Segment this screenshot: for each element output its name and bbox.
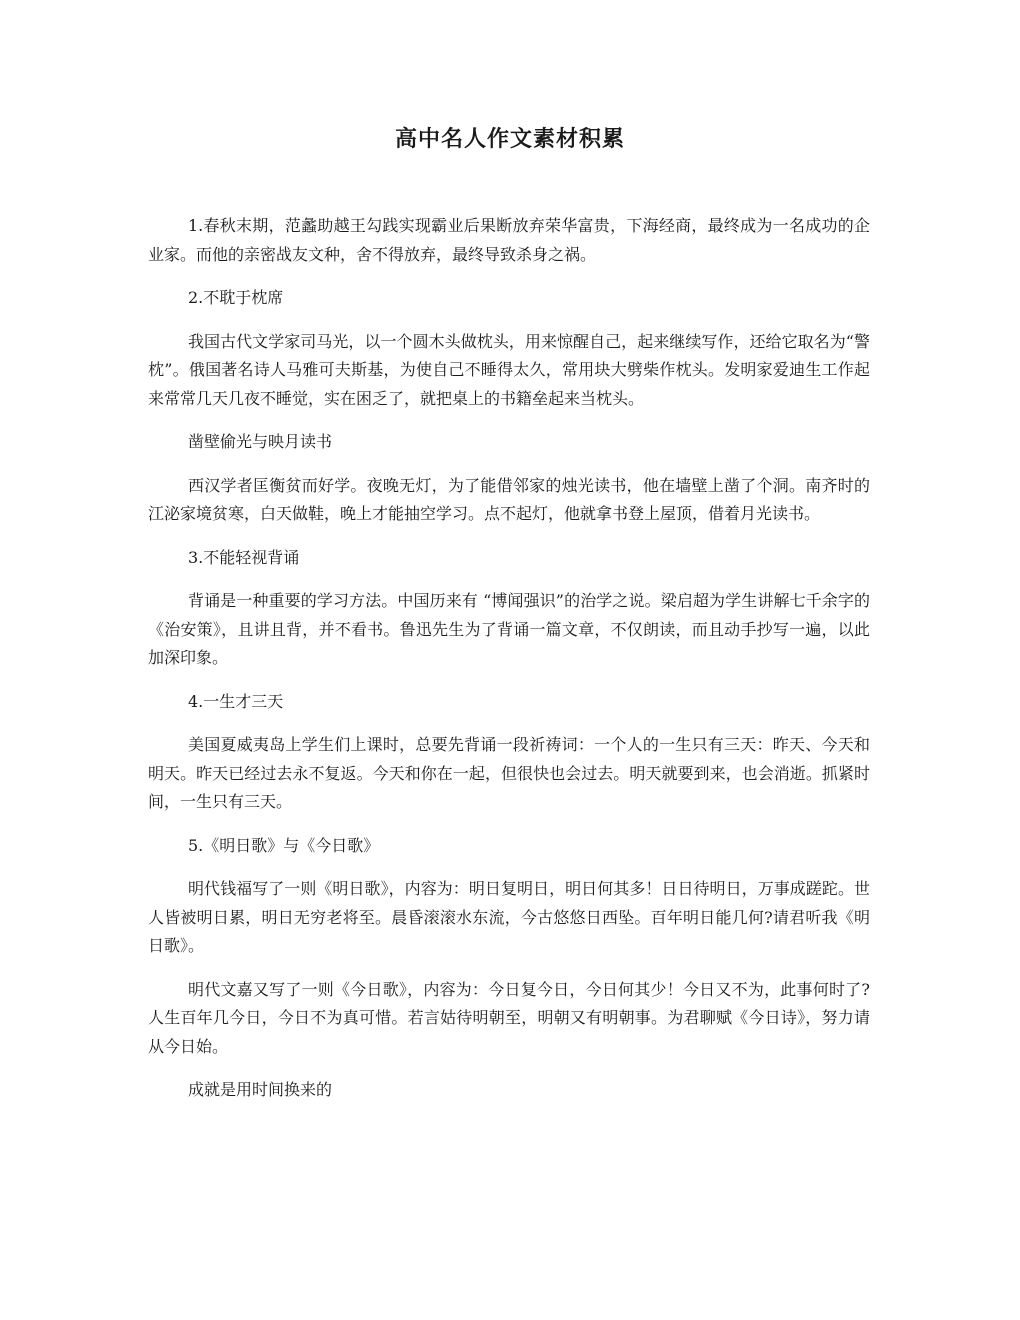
paragraph: 1.春秋末期，范蠡助越王勾践实现霸业后果断放弃荣华富贵，下海经商，最终成为一名成功的企业家。而他的亲密战友文种，舍不得放弃，最终导致杀身之祸。: [148, 216, 870, 264]
paragraph: 背诵是一种重要的学习方法。中国历来有 “博闻强识”的治学之说。梁启超为学生讲解七千余字的《治安策》，且讲且背，并不看书。鲁迅先生为了背诵一篇文章，不仅朗读，而且动手抄写一遍，以此加深印象。: [148, 591, 870, 667]
paragraph: 明代钱福写了一则《明日歌》，内容为：明日复明日，明日何其多！日日待明日，万事成蹉跎。世人皆被明日累，明日无穷老将至。晨昏滚滚水东流，今古悠悠日西坠。百年明日能几何?请君听我《明日歌》。: [148, 879, 870, 955]
section-heading: 3.不能轻视背诵: [188, 547, 300, 567]
section-heading: 凿壁偷光与映月读书: [188, 432, 333, 451]
document-title: 高中名人作文素材积累: [394, 127, 625, 152]
section-heading: 2.不耽于枕席: [188, 288, 284, 307]
section-heading: 5.《明日歌》与《今日歌》: [188, 835, 380, 855]
section-heading: 4.一生才三天: [188, 691, 284, 711]
paragraph: 西汉学者匡衡贫而好学。夜晚无灯，为了能借邻家的烛光读书，他在墙壁上凿了个洞。南齐时的江泌家境贫寒，白天做鞋，晚上才能抽空学习。点不起灯，他就拿书登上屋顶，借着月光读书。: [148, 475, 870, 523]
paragraph: 明代文嘉又写了一则《今日歌》，内容为：今日复今日，今日何其少！今日又不为，此事何时了?人生百年几今日，今日不为真可惜。若言姑待明朝至，明朝又有明朝事。为君聊赋《今日诗》，努力请从今日始。: [148, 979, 870, 1056]
paragraph: 我国古代文学家司马光，以一个圆木头做枕头，用来惊醒自己，起来继续写作，还给它取名为“警枕”。俄国著名诗人马雅可夫斯基，为使自己不睡得太久，常用块大劈柴作枕头。发明家爱迪生工作起来常常几天几夜不睡觉，实在困乏了，就把桌上的书籍垒起来当枕头。: [148, 331, 870, 408]
document-body: [148, 212, 870, 1120]
section-heading: 成就是用时间换来的: [188, 1080, 333, 1099]
paragraph: 美国夏威夷岛上学生们上课时，总要先背诵一段祈祷词：一个人的一生只有三天：昨天、今天和明天。昨天已经过去永不复返。今天和你在一起，但很快也会过去。明天就要到来，也会消逝。抓紧时间，一生只有三天。: [148, 735, 870, 811]
